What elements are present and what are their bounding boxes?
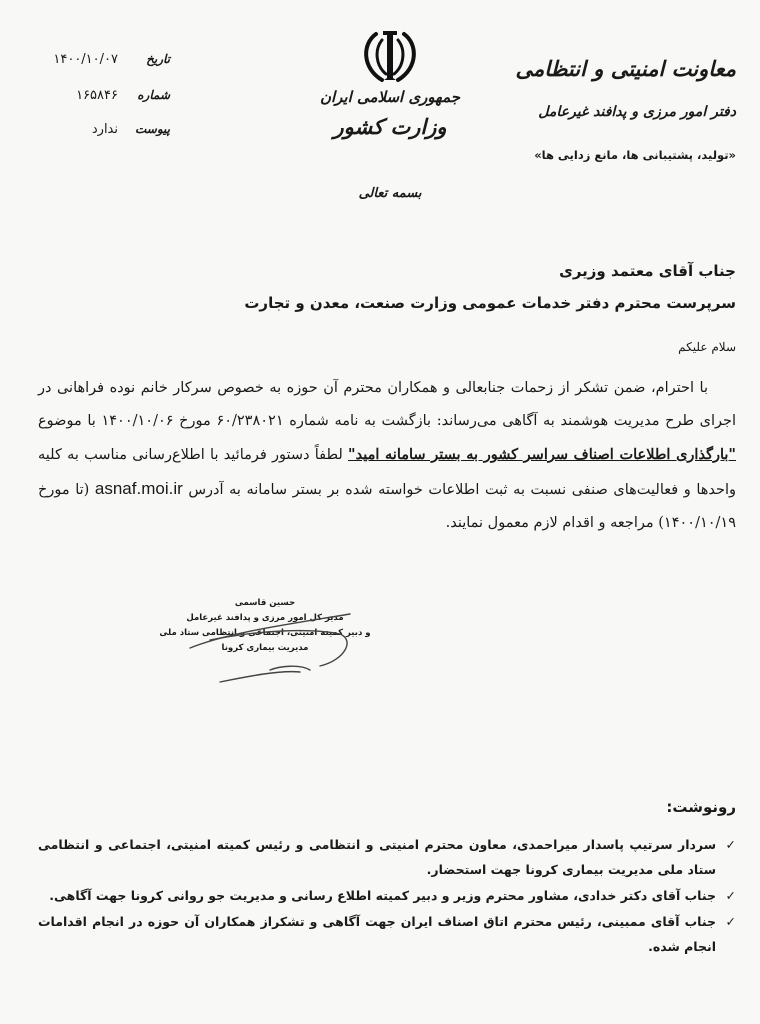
check-icon: ✓	[725, 914, 736, 929]
website-link[interactable]: asnaf.moi.ir	[94, 479, 183, 498]
cc-item	[38, 883, 736, 908]
cc-list	[38, 832, 736, 960]
date-row	[30, 52, 210, 76]
number-label: شماره	[137, 88, 170, 102]
body-part3: (تا مورخ ۱۴۰۰/۱۰/۱۹) مراجعه و اقدام لازم معمول نمایند.	[38, 482, 736, 531]
check-icon: ✓	[725, 888, 736, 903]
date-value: ۱۴۰۰/۱۰/۰۷	[53, 52, 118, 67]
cc-item-text: سردار سرتیپ پاسدار میراحمدی، معاون محترم امنیتی و انتظامی و رئیس کمیته امنیتی، اجتماعی و انتظامی ستاد ملی مدیریت بیماری کرونا جهت استحضار.	[38, 837, 716, 877]
cc-item-text: جناب آقای دکتر خدادی، مشاور محترم وزیر و دبیر کمیته اطلاع رسانی و مدیریت جو روانی کرونا جهت آگاهی.	[49, 888, 716, 903]
signer-name: حسین قاسمی	[234, 598, 296, 608]
body-part1: با احترام، ضمن تشکر از زحمات جنابعالی و همکاران محترم آن حوزه به خصوص سرکار خانم نوده فراهانی در اجرای طرح مدیریت هوشمند به آگاهی می‌رساند: بازگشت به نامه شماره ۶۰/۲۳۸۰۲۱ مورخ ۱۴۰۰/۱۰/۰۶ با موضوع	[38, 380, 737, 429]
cc-item	[38, 832, 736, 882]
invocation: بسمه تعالی	[358, 186, 422, 201]
cc-title: رونوشت:	[666, 798, 736, 816]
number-row	[30, 88, 210, 112]
cc-item-text: جناب آقای ممبینی، رئیس محترم اتاق اصناف ایران جهت آگاهی و تشکراز همکاران آن حوزه در انجام اقدامات انجام شده.	[38, 914, 716, 954]
body-subject: "بارگذاری اطلاعات اصناف سراسر کشور به بستر سامانه امید"	[348, 446, 736, 463]
addressee-title: سرپرست محترم دفتر خدمات عمومی وزارت صنعت، معدن و تجارت	[244, 294, 736, 312]
cc-item	[38, 909, 736, 959]
handwritten-signature-icon	[170, 610, 370, 690]
signer-position: مدیر کل امور مرزی و پدافند غیرعامل	[186, 613, 344, 623]
country-name: جمهوری اسلامی ایران	[319, 88, 461, 106]
attachment-value: ندارد	[91, 122, 118, 137]
attachment-row	[30, 122, 210, 146]
addressee-name: جناب آقای معتمد وزیری	[559, 262, 736, 280]
check-icon: ✓	[725, 837, 736, 852]
office-title: دفتر امور مرزی و پدافند غیرعامل	[538, 104, 736, 120]
letter-body	[38, 372, 736, 540]
deputy-title: معاونت امنیتی و انتظامی	[515, 56, 736, 81]
ministry-name: وزارت کشور	[333, 114, 447, 139]
slogan: «تولید، پشتیبانی ها، مانع زدایی ها»	[534, 148, 736, 162]
signer-position-2: و دبیر کمیته امنیتی، اجتماعی و انتظامی ستاد ملی مدیریت بیماری کرونا	[159, 628, 371, 653]
attachment-label: پیوست	[135, 122, 170, 136]
date-label: تاریخ	[146, 52, 170, 66]
number-value: ۱۶۵۸۴۶	[76, 88, 118, 103]
iran-emblem-icon	[358, 28, 422, 84]
body-part2: لطفاً دستور فرمائید با اطلاع‌رسانی مناسب به کلیه واحدها و فعالیت‌های صنفی نسبت به ثبت اطلاعات خواسته شده بر بستر سامانه به آدرس	[38, 447, 737, 498]
greeting: سلام علیکم	[678, 340, 736, 354]
